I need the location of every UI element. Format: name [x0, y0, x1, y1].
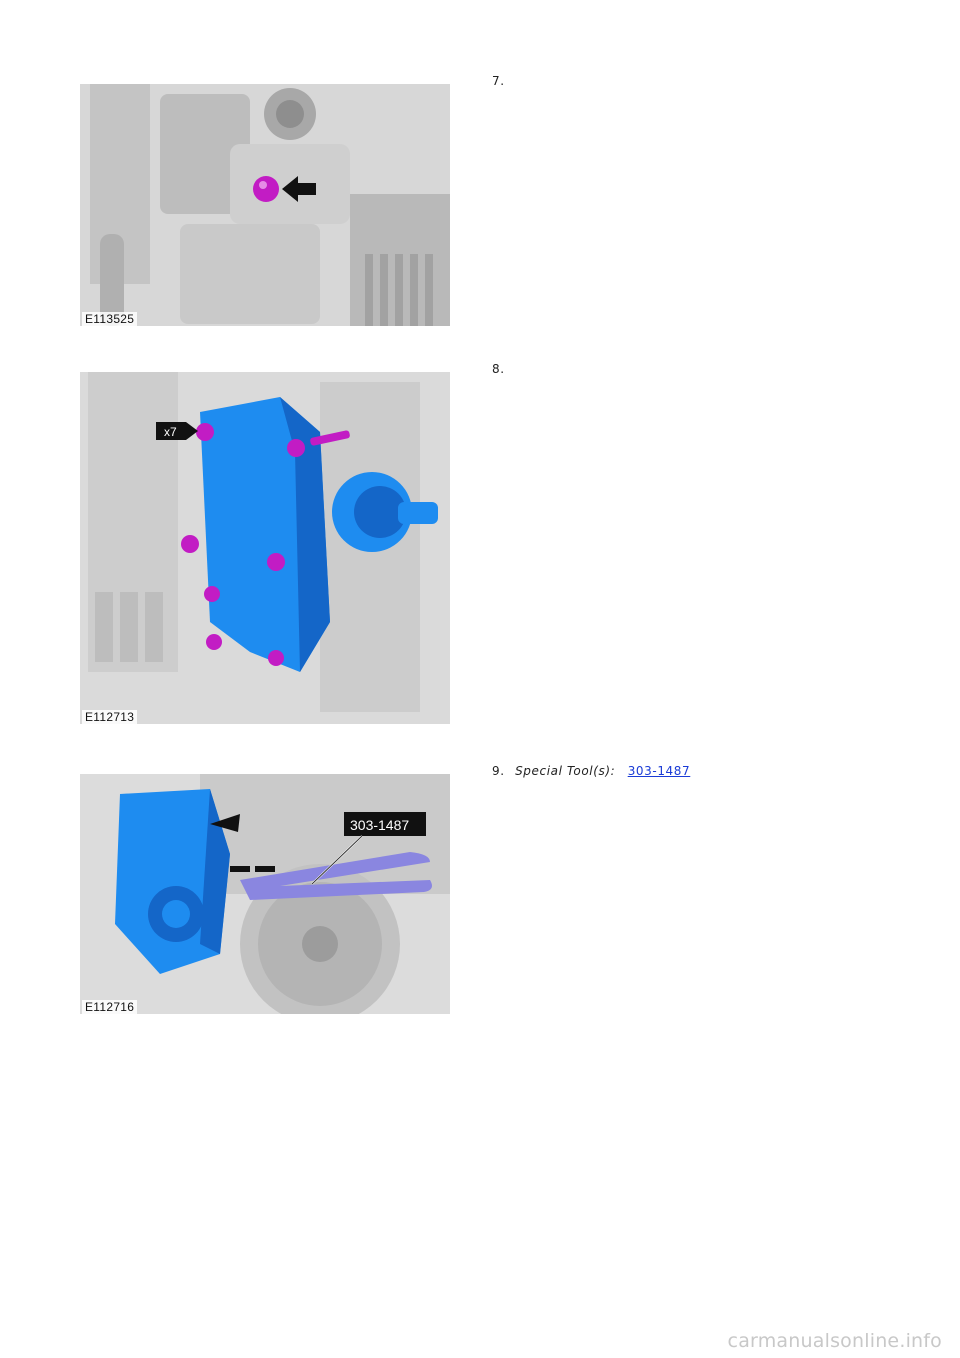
step-text: [492, 764, 690, 778]
engine-illustration: [80, 372, 450, 724]
step-number: 9.: [492, 764, 505, 778]
engine-illustration: [80, 84, 450, 326]
step-number: 8.: [492, 362, 505, 376]
bolt-count-callout: x7: [164, 425, 177, 439]
special-tool-link[interactable]: 303-1487: [627, 764, 691, 778]
figure-id: E113525: [82, 312, 137, 326]
figure-e112716: [80, 774, 450, 1014]
figure-e113525: [80, 84, 450, 326]
special-tool-label: Special Tool(s):: [515, 764, 616, 778]
engine-illustration: [80, 774, 450, 1014]
site-watermark: carmanualsonline.info: [727, 1330, 942, 1352]
figure-id: E112716: [82, 1000, 137, 1014]
step-text: [492, 74, 511, 88]
tool-callout: 303-1487: [350, 817, 410, 833]
figure-id: E112713: [82, 710, 137, 724]
figure-e112713: [80, 372, 450, 724]
step-text: [492, 362, 511, 376]
step-number: 7.: [492, 74, 505, 88]
